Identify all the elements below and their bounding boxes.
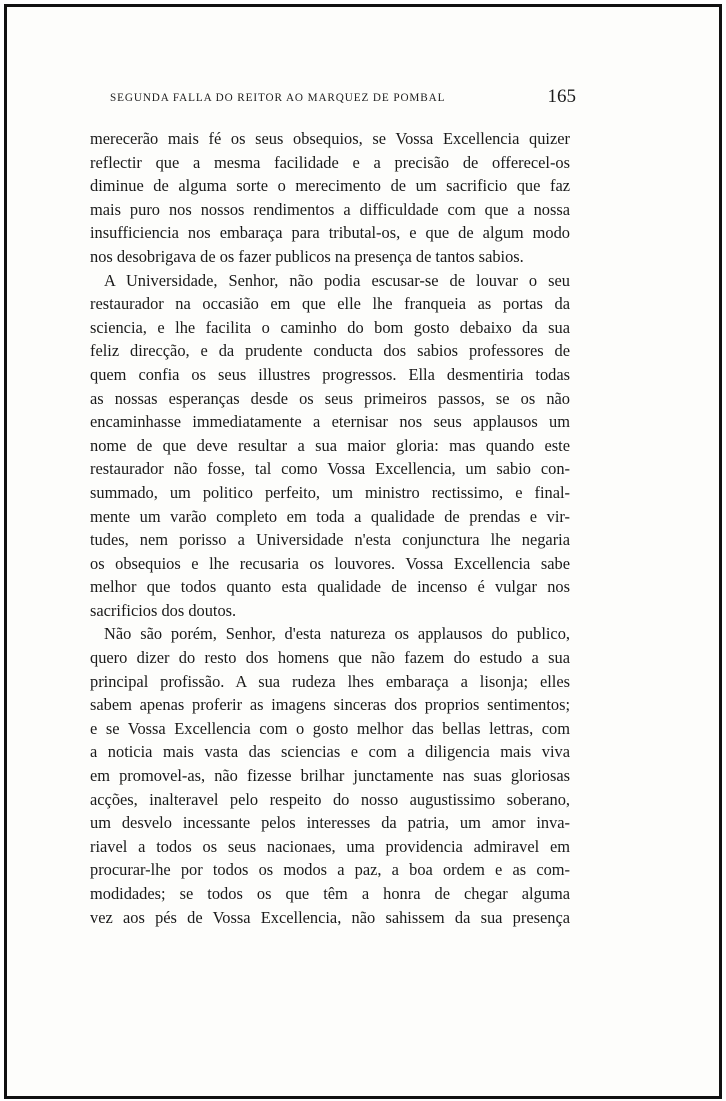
text-line: as nossas esperanças desde os seus primeiros passos, se os não (90, 388, 570, 408)
paragraph (90, 269, 570, 623)
text-line: encaminhasse immediatamente a eternisar nos seus applausos um (90, 412, 570, 432)
text-line: e se Vossa Excellencia com o gosto melhor das bellas lettras, com (90, 718, 570, 738)
body-text (90, 127, 570, 929)
text-line: merecerão mais fé os seus obsequios, se Vossa Excellencia quizer (90, 129, 570, 148)
text-line: os obsequios e lhe recusaria os louvores. Vossa Excellencia sabe (90, 553, 570, 573)
text-line: a noticia mais vasta das sciencias e com a diligencia mais viva (90, 742, 570, 762)
text-line: acções, inalteravel pelo respeito do nosso augustissimo soberano, (90, 789, 570, 809)
text-line: nos desobrigava de os fazer publicos na presença de tantos sabios. (90, 246, 524, 266)
text-line: quero dizer do resto dos homens que não fazem do estudo a sua (90, 648, 570, 668)
paragraph (90, 622, 570, 929)
running-head: SEGUNDA FALLA DO REITOR AO MARQUEZ DE POMBAL (110, 92, 446, 104)
text-line: reflectir que a mesma facilidade e a precisão de offerecel-os (90, 152, 570, 172)
text-line: melhor que todos quanto esta qualidade de incenso é vulgar nos (90, 577, 570, 597)
text-line: restaurador não fosse, tal como Vossa Excellencia, um sabio con- (90, 459, 570, 479)
text-line: A Universidade, Senhor, não podia escusar-se de louvar o seu (104, 270, 570, 290)
text-line: mais puro nos nossos rendimentos a difficuldade com que a nossa (90, 199, 570, 219)
text-line: vez aos pés de Vossa Excellencia, não sahissem da sua presença (90, 907, 570, 927)
text-line: principal profissão. A sua rudeza lhes embaraça a lisonja; elles (90, 671, 570, 691)
text-line: insufficiencia nos embaraça para tributal-os, e que de algum modo (90, 223, 570, 243)
text-line: diminue de alguma sorte o merecimento de um sacrificio que faz (90, 176, 570, 196)
text-line: um desvelo incessante pelos interesses da patria, um amor inva- (90, 813, 570, 833)
text-line: mente um varão completo em toda a qualidade de prendas e vir- (90, 506, 570, 526)
text-line: modidades; se todos os que têm a honra de chegar alguma (90, 884, 570, 903)
text-line: em promovel-as, não fizesse brilhar junctamente nas suas gloriosas (90, 766, 570, 786)
text-line: tudes, nem porisso a Universidade n'esta conjunctura lhe negaria (90, 530, 570, 550)
text-line: riavel a todos os seus nacionaes, uma providencia admiravel em (90, 836, 570, 856)
page-number: 165 (547, 86, 576, 107)
text-line: sacrificios dos doutos. (90, 600, 237, 620)
text-line: sciencia, e lhe facilita o caminho do bom gosto debaixo da sua (90, 317, 570, 337)
text-line: feliz direcção, e da prudente conducta dos sabios professores de (90, 341, 570, 361)
text-line: summado, um politico perfeito, um ministro rectissimo, e final- (90, 482, 570, 502)
text-line: procurar-lhe por todos os modos a paz, a boa ordem e as com- (90, 860, 570, 880)
text-line: restaurador na occasião em que elle lhe franqueia as portas da (90, 294, 570, 314)
paragraph (90, 127, 570, 269)
text-line: sabem apenas proferir as imagens sinceras dos proprios sentimentos; (90, 695, 570, 715)
text-line: Não são porém, Senhor, d'esta natureza os applausos do publico, (104, 624, 570, 644)
text-line: quem confia os seus illustres progressos. Ella desmentiria todas (90, 364, 570, 384)
text-line: nome de que deve resultar a sua maior gloria: mas quando este (90, 435, 570, 455)
